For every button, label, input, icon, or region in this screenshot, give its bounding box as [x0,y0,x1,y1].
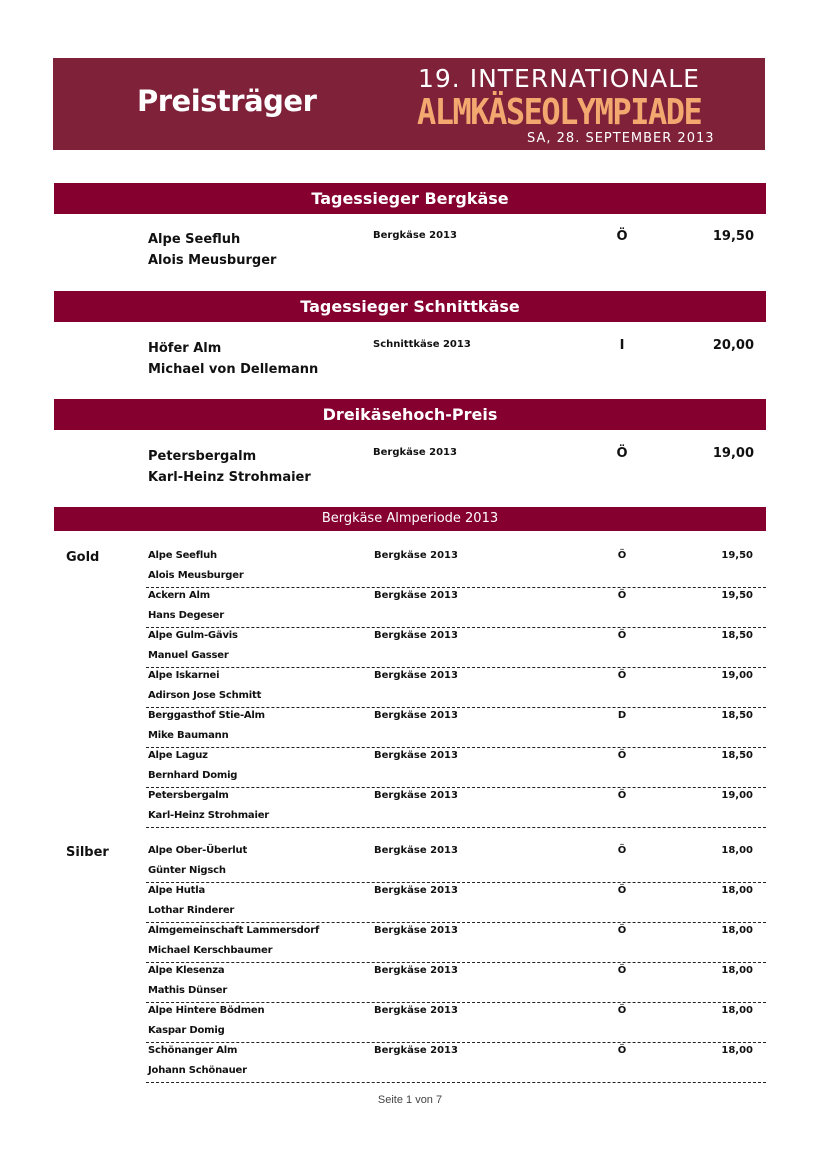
category: Bergkäse 2013 [374,965,458,976]
person-name: Alois Meusburger [148,570,244,581]
alm-name: Schönanger Alm [148,1045,238,1056]
table-row [146,1042,766,1083]
person-name: Hans Degeser [148,610,224,621]
alm-name: Alpe Ober-Überlut [148,845,248,856]
person-name: Johann Schönauer [148,1065,247,1076]
country-code: Ö [617,965,627,976]
score: 18,00 [721,845,753,856]
table-row [146,667,766,708]
category: Bergkäse 2013 [374,750,458,761]
table-row [146,747,766,788]
country-code: Ö [617,885,627,896]
person-name: Karl-Heinz Strohmaier [148,810,270,821]
score: 19,50 [721,590,753,601]
category: Bergkäse 2013 [374,590,458,601]
event-name-logo: ALMKÄSEOLYMPIADE [417,91,702,133]
country-code: Ö [617,590,627,601]
alm-name: Berggasthof Stie-Alm [148,710,265,721]
country-code: Ö [617,750,627,761]
score: 18,50 [721,630,753,641]
country-code: I [619,338,625,353]
category: Schnittkäse 2013 [373,339,471,350]
medal-label-gold: Gold [66,550,100,565]
event-line1: 19. INTERNATIONALE [418,64,700,93]
country-code: Ö [617,630,627,641]
table-row [146,787,766,828]
person-name: Mike Baumann [148,730,229,741]
section-heading-tagessieger-bergkaese: Tagessieger Bergkäse [54,183,766,214]
country-code: D [617,710,627,721]
country-code: Ö [617,550,627,561]
table-row [146,1002,766,1043]
winner-names [148,229,276,271]
alm-name: Alpe Hutla [148,885,206,896]
score: 18,00 [721,925,753,936]
page-title: Preisträger [137,84,317,118]
score: 20,00 [712,338,754,353]
score: 18,50 [721,750,753,761]
category: Bergkäse 2013 [374,670,458,681]
table-row [146,547,766,588]
person-name: Lothar Rinderer [148,905,235,916]
alm-name: Almgemeinschaft Lammersdorf [148,925,320,936]
alm-name: Ackern Alm [148,590,210,601]
score: 18,00 [721,1045,753,1056]
person-name: Bernhard Domig [148,770,238,781]
person-name: Adirson Jose Schmitt [148,690,262,701]
category: Bergkäse 2013 [374,845,458,856]
category: Bergkäse 2013 [374,550,458,561]
person-name: Manuel Gasser [148,650,229,661]
section-heading-bergkaese-almperiode: Bergkäse Almperiode 2013 [54,507,766,531]
special-winner-row [0,446,820,496]
country-code: Ö [617,670,627,681]
section-heading-dreikaesehoch-preis: Dreikäsehoch-Preis [54,399,766,430]
category: Bergkäse 2013 [374,1045,458,1056]
person-name: Karl-Heinz Strohmaier [148,470,311,485]
category: Bergkäse 2013 [374,630,458,641]
person-name: Michael von Dellemann [148,362,319,377]
page-number: Seite 1 von 7 [377,1094,443,1106]
category: Bergkäse 2013 [373,447,457,458]
score: 19,50 [721,550,753,561]
event-date: SA, 28. SEPTEMBER 2013 [527,131,715,146]
country-code: Ö [617,790,627,801]
country-code: Ö [617,1005,627,1016]
medal-label-silber: Silber [66,845,109,860]
category: Bergkäse 2013 [374,790,458,801]
country-code: Ö [616,229,628,244]
person-name: Mathis Dünser [148,985,228,996]
person-name: Kaspar Domig [148,1025,225,1036]
category: Bergkäse 2013 [374,710,458,721]
alm-name: Petersbergalm [148,790,229,801]
person-name: Alois Meusburger [148,253,277,268]
winner-names [148,446,311,488]
score: 19,00 [712,446,754,461]
category: Bergkäse 2013 [374,885,458,896]
score: 18,50 [721,710,753,721]
category: Bergkäse 2013 [374,1005,458,1016]
alm-name: Alpe Laguz [148,750,208,761]
table-row [146,707,766,748]
table-row [146,882,766,923]
alm-name: Alpe Seefluh [148,232,241,247]
alm-name: Alpe Gulm-Gävis [148,630,238,641]
country-code: Ö [617,925,627,936]
score: 19,00 [721,670,753,681]
table-row [146,922,766,963]
table-row [146,627,766,668]
section-heading-tagessieger-schnittkaese: Tagessieger Schnittkäse [54,291,766,322]
alm-name: Alpe Klesenza [148,965,225,976]
table-row [146,962,766,1003]
person-name: Günter Nigsch [148,865,226,876]
alm-name: Alpe Hintere Bödmen [148,1005,265,1016]
alm-name: Höfer Alm [148,341,222,356]
score: 18,00 [721,885,753,896]
country-code: Ö [616,446,628,461]
person-name: Michael Kerschbaumer [148,945,273,956]
table-row [146,842,766,883]
header-banner [53,58,765,150]
alm-name: Alpe Seefluh [148,550,217,561]
score: 18,00 [721,1005,753,1016]
table-row [146,587,766,628]
score: 18,00 [721,965,753,976]
winner-names [148,338,318,380]
score: 19,00 [721,790,753,801]
country-code: Ö [617,1045,627,1056]
country-code: Ö [617,845,627,856]
special-winner-row [0,229,820,279]
score: 19,50 [712,229,754,244]
special-winner-row [0,338,820,388]
alm-name: Petersbergalm [148,449,257,464]
alm-name: Alpe Iskarnei [148,670,220,681]
category: Bergkäse 2013 [374,925,458,936]
category: Bergkäse 2013 [373,230,457,241]
